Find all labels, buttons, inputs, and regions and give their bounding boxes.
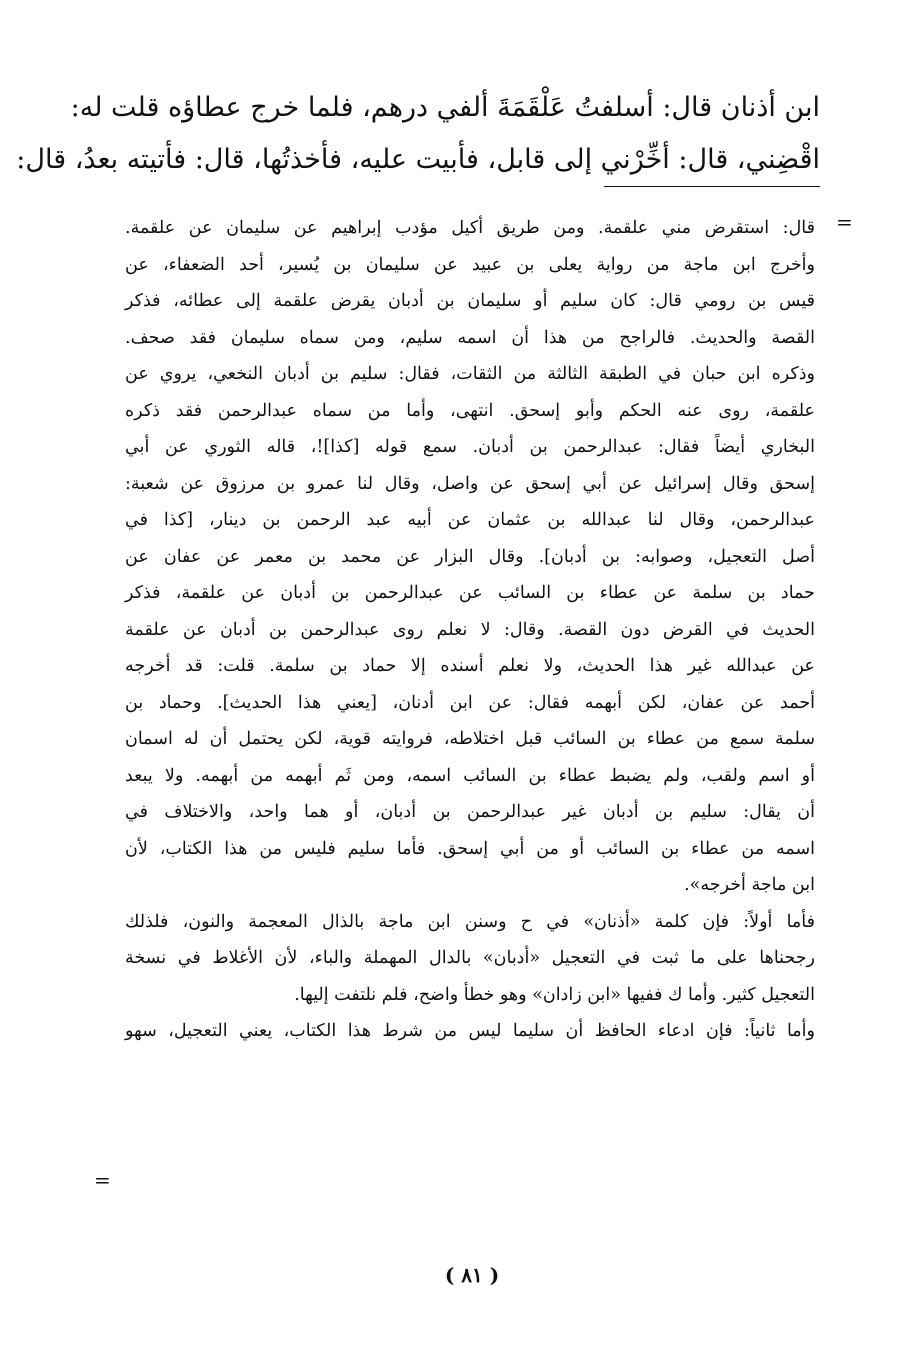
footnote-line: أو اسم ولقب، ولم يضبط عطاء بن السائب اسمه، ومن ثَم أبهمه من أبهمه. ولا يبعد xyxy=(125,765,815,786)
main-text-line: اقْضِني، قال: أخِّرْني إلى قابل، فأبيت عليه، فأخذتُها، قال: فأتيته بعدُ، قال: xyxy=(16,144,820,175)
footnote-line: إسحق وقال إسرائيل عن أبي إسحق عن واصل، وقال لنا عمرو بن مرزوق عن شعبة: xyxy=(125,473,815,494)
footnote-line: ابن ماجة أخرجه». xyxy=(684,875,815,895)
footnote-line: عن عبدالله غير هذا الحديث، ولا نعلم أسنده إلا حماد بن سلمة. قلت: قد أخرجه xyxy=(125,656,815,676)
page-number: ( ٨١ ) xyxy=(444,1263,500,1287)
continuation-marker-bottom: = xyxy=(94,1168,111,1192)
main-text xyxy=(16,82,820,186)
footnote-line: الحديث في القرض دون القصة. وقال: لا نعلم روى عبدالرحمن بن أدبان عن علقمة xyxy=(125,619,815,640)
footnote-line: حماد بن سلمة عن عطاء بن السائب عن عبدالرحمن بن أدبان عن علقمة، فذكر xyxy=(125,583,815,603)
footnote-line: التعجيل كثير. وأما ك ففيها «ابن زادان» وهو خطأ واضح، فلم نلتفت إليها. xyxy=(294,984,815,1005)
footnote-line: عبدالرحمن، وقال لنا عبدالله بن عثمان عن أبيه عبد الرحمن بن دينار، [كذا في xyxy=(125,510,815,530)
footnote-line: قال: استقرض مني علقمة. ومن طريق أكيل مؤدب إبراهيم عن سليمان عن علقمة. xyxy=(125,218,815,238)
footnote-line: علقمة، روى عنه الحكم وأبو إسحق. انتهى، وأما من سماه عبدالرحمن فقد ذكره xyxy=(125,400,815,421)
footnote xyxy=(125,210,815,1050)
footnote-line: القصة والحديث. فالراجح من هذا أن اسمه سليم، ومن سماه سليمان فقد صحف. xyxy=(125,327,815,348)
footnote-line: سلمة سمع من عطاء بن السائب قبل اختلاطه، فروايته قوية، لكن يحتمل أن له اسمان xyxy=(125,729,815,749)
footnote-line: وذكره ابن حبان في الطبقة الثالثة من الثقات، فقال: سليم بن أدبان النخعي، يروي عن xyxy=(125,364,815,384)
footnote-line: فأما أولاً: فإن كلمة «أذنان» في ح وسنن ابن ماجة بالذال المعجمة والنون، فلذلك xyxy=(125,911,815,932)
main-text-line: ابن أذنان قال: أسلفتُ عَلْقَمَةَ ألفي درهم، فلما خرج عطاؤه قلت له: xyxy=(70,92,820,123)
continuation-marker-top: = xyxy=(836,210,853,234)
footnote-line: وأخرج ابن ماجة من رواية يعلى بن عبيد عن سليمان بن يُسير، أحد الضعفاء، عن xyxy=(125,254,815,275)
footnote-separator xyxy=(604,186,820,187)
footnote-line: أحمد عن عفان، لكن أبهمه فقال: عن ابن أدنان، [يعني هذا الحديث]. وحماد بن xyxy=(125,692,815,713)
footnote-line: البخاري أيضاً فقال: عبدالرحمن بن أدبان. سمع قوله [كذا]!، قاله الثوري عن أبي xyxy=(125,437,815,457)
footnote-line: وأما ثانياً: فإن ادعاء الحافظ أن سليما ليس من شرط هذا الكتاب، يعني التعجيل، سهو xyxy=(125,1021,815,1041)
footnote-line: قيس بن رومي قال: كان سليم أو سليمان بن أدبان يقرض علقمة إلى عطائه، فذكر xyxy=(125,291,815,311)
footnote-line: رجحناها على ما ثبت في التعجيل «أدبان» بالدال المهملة والباء، لأن الأغلاط في نسخة xyxy=(125,948,815,968)
footnote-line: أن يقال: سليم بن أدبان غير عبدالرحمن بن أدبان، أو هما واحد، والاختلاف في xyxy=(125,802,815,822)
footnote-line: أصل التعجيل، وصوابه: بن أدبان]. وقال البزار عن محمد بن معمر عن عفان عن xyxy=(125,546,815,567)
footnote-line: اسمه من عطاء بن السائب أو من أبي إسحق. فأما سليم فليس من هذا الكتاب، لأن xyxy=(125,838,815,859)
